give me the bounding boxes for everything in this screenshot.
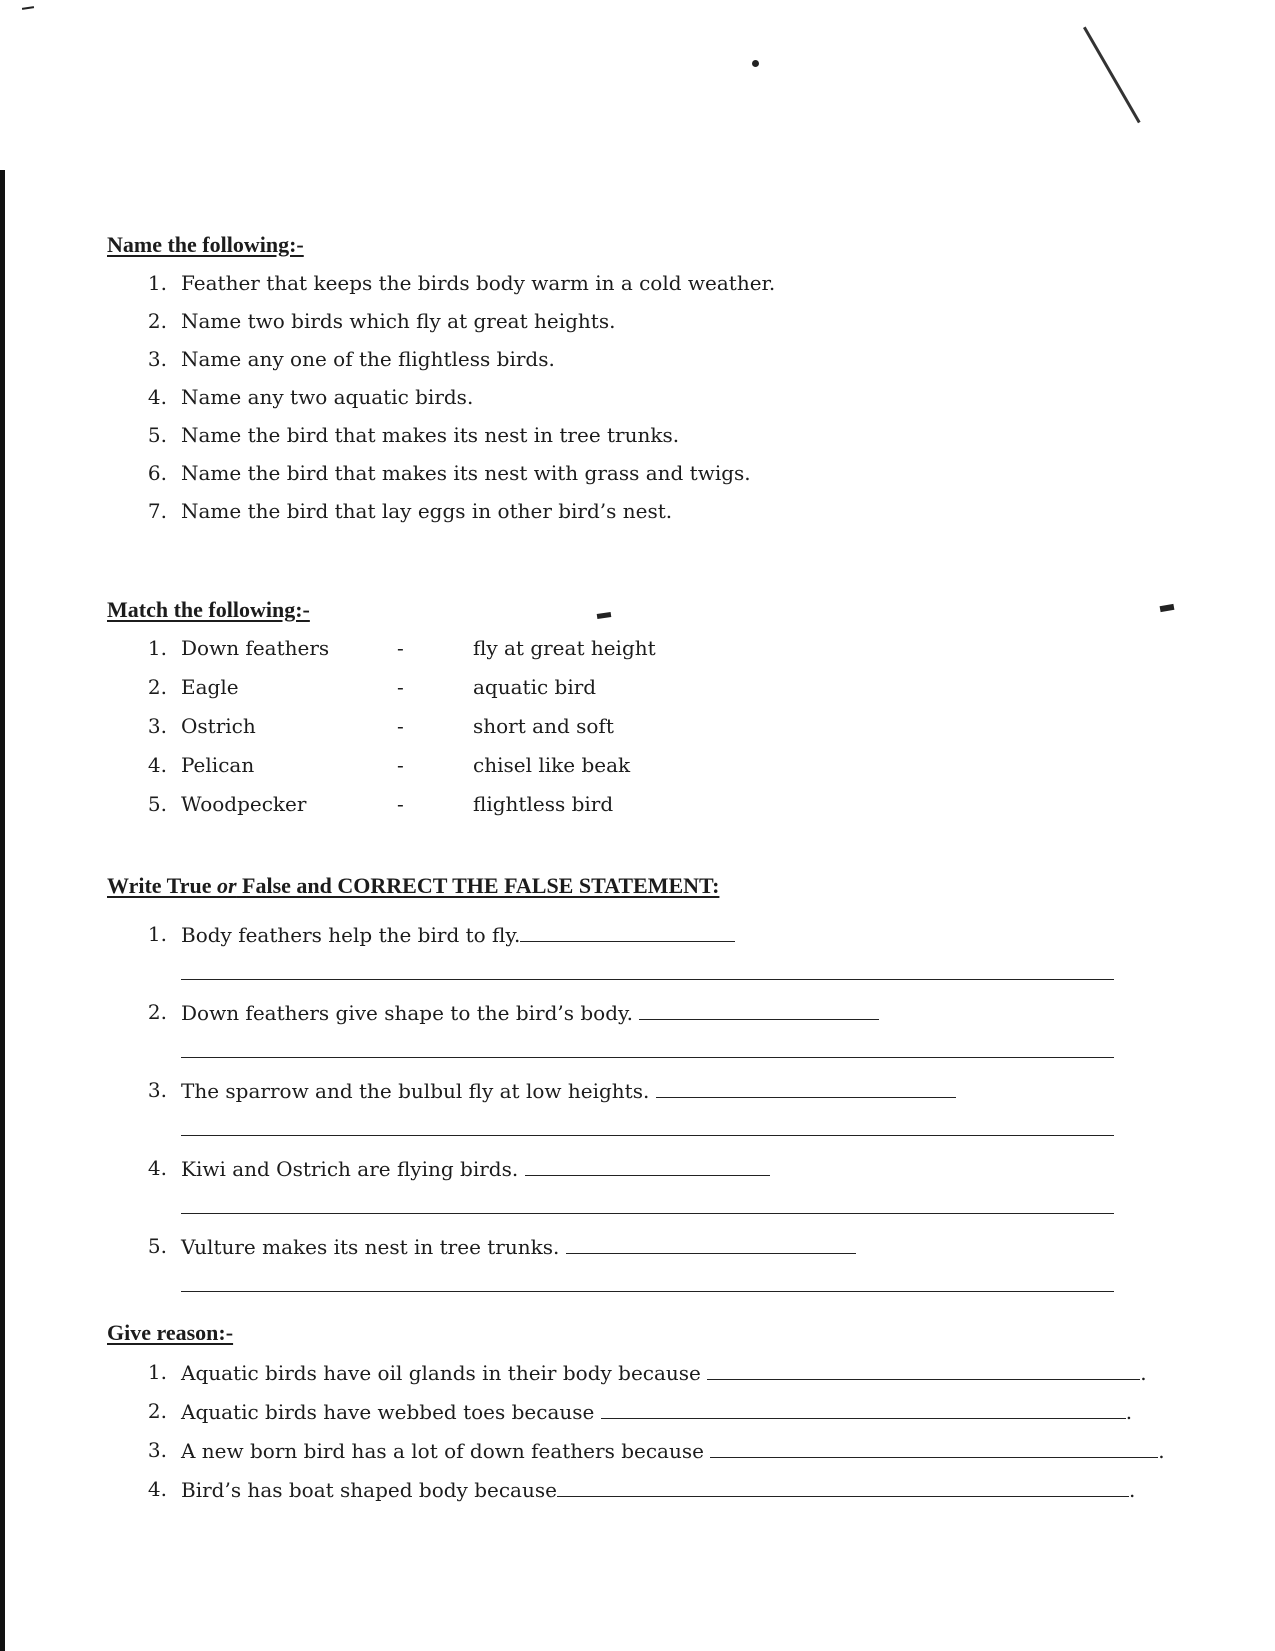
true-false-list	[107, 921, 1137, 1311]
correction-line[interactable]	[181, 979, 1114, 980]
answer-blank[interactable]	[707, 1359, 1140, 1380]
list-item: 3. The sparrow and the bulbul fly at low heights.	[107, 1077, 1137, 1155]
scan-mark	[22, 6, 34, 10]
correction-line[interactable]	[181, 1213, 1114, 1214]
list-item: 7. Name the bird that lay eggs in other bird’s nest.	[147, 499, 673, 523]
match-row: 4. Pelican - chisel like beak	[147, 753, 631, 777]
reason-section-heading: Give reason:-	[107, 1320, 234, 1345]
correction-line[interactable]	[181, 1057, 1114, 1058]
scan-mark	[1083, 27, 1141, 124]
answer-blank[interactable]	[557, 1476, 1129, 1497]
reason-list	[107, 1359, 1165, 1502]
answer-blank[interactable]	[656, 1077, 956, 1098]
list-item: 2. Aquatic birds have webbed toes because .	[147, 1399, 1133, 1424]
list-item: 2. Name two birds which fly at great heights.	[147, 309, 616, 333]
match-list	[107, 635, 1137, 817]
answer-blank[interactable]	[525, 1155, 770, 1176]
scan-edge-shadow	[0, 170, 5, 1651]
list-item: 4. Bird’s has boat shaped body because .	[147, 1477, 1136, 1502]
answer-blank[interactable]	[566, 1233, 856, 1254]
match-row: 2. Eagle - aquatic bird	[147, 675, 597, 699]
answer-blank[interactable]	[601, 1398, 1126, 1419]
list-item: 5. Name the bird that makes its nest in tree trunks.	[147, 423, 680, 447]
list-item: 2. Down feathers give shape to the bird’s body.	[107, 999, 1137, 1077]
scan-mark	[1160, 604, 1175, 612]
match-row: 1. Down feathers - fly at great height	[147, 636, 656, 660]
match-section-heading: Match the following:-	[107, 597, 310, 622]
true-false-heading: Write True or False and CORRECT THE FALSE STATEMENT:	[107, 873, 720, 898]
list-item: 5. Vulture makes its nest in tree trunks.	[107, 1233, 1137, 1311]
reason-section	[107, 1320, 1165, 1502]
list-item: 3. A new born bird has a lot of down feathers because .	[147, 1438, 1165, 1463]
correction-line[interactable]	[181, 1291, 1114, 1292]
list-item: 6. Name the bird that makes its nest with grass and twigs.	[147, 461, 751, 485]
name-section-heading: Name the following:-	[107, 232, 304, 257]
list-item: 1. Body feathers help the bird to fly.	[107, 921, 1137, 999]
list-item: 3. Name any one of the flightless birds.	[147, 347, 555, 371]
list-item: 4. Kiwi and Ostrich are flying birds.	[107, 1155, 1137, 1233]
correction-line[interactable]	[181, 1135, 1114, 1136]
answer-blank[interactable]	[710, 1437, 1158, 1458]
list-item: 1. Aquatic birds have oil glands in their body because .	[147, 1360, 1147, 1385]
list-item: 4. Name any two aquatic birds.	[147, 385, 474, 409]
match-row: 3. Ostrich - short and soft	[147, 714, 614, 738]
list-item: 1. Feather that keeps the birds body warm in a cold weather.	[147, 271, 776, 295]
answer-blank[interactable]	[639, 999, 879, 1020]
true-false-section	[107, 873, 1137, 1311]
match-section	[107, 597, 1137, 817]
name-section	[107, 232, 1137, 524]
scan-mark	[752, 60, 759, 67]
answer-blank[interactable]	[520, 921, 735, 942]
match-row: 5. Woodpecker - flightless bird	[147, 792, 614, 816]
name-list	[107, 270, 1137, 524]
